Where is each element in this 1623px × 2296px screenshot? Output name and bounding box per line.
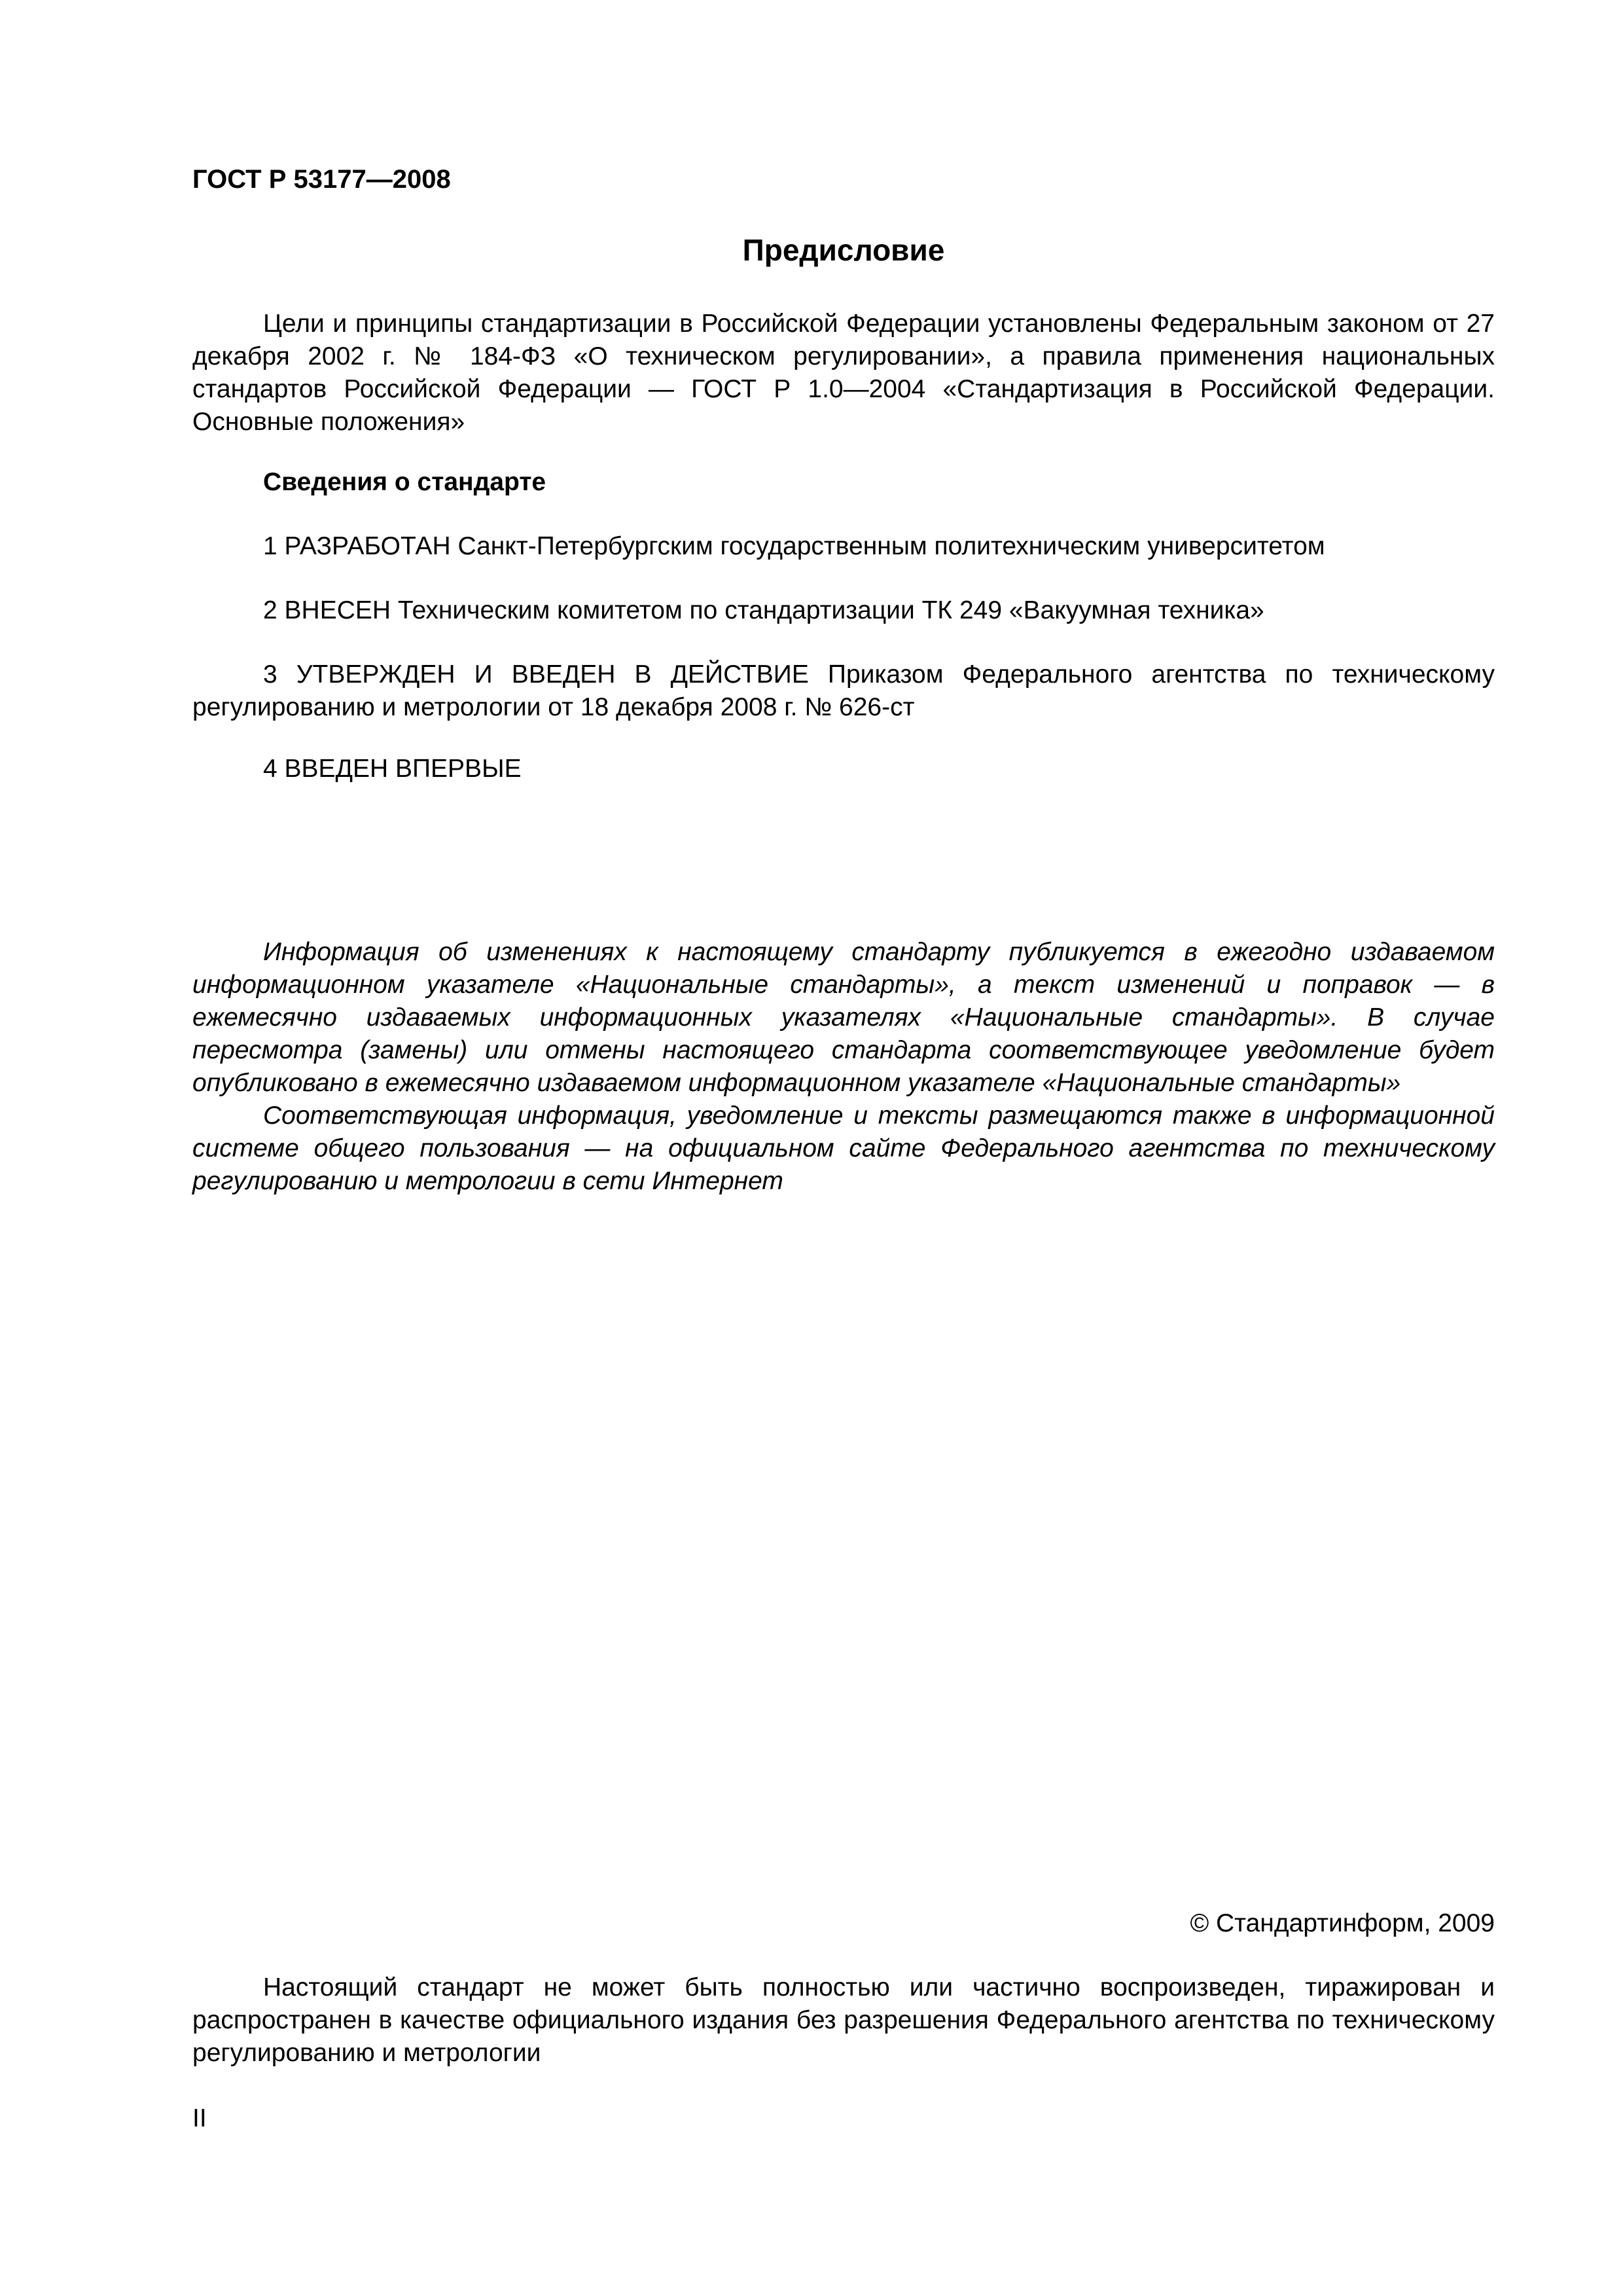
info-item-2-block	[192, 594, 1495, 627]
info-item-4-block	[192, 753, 1495, 785]
copyright-block	[192, 1907, 1495, 1940]
notice-paragraph-changes: Информация об изменениях к настоящему стандарту публикуется в ежегодно издаваемом информационном указателе «Национальные стандарты», а текст изменений и поправок — в ежемесячно издаваемых информационных указателях «Национальные стандарты». В случае пересмотра (замены) или отмены настоящего стандарта соответствующее уведомление будет опубликовано в ежемесячно издаваемом информационном указателе «Национальные стандарты»	[192, 938, 1495, 1097]
info-item-approved: 3 УТВЕРЖДЕН И ВВЕДЕН В ДЕЙСТВИЕ Приказом Федерального агентства по техническому регулированию и метрологии от 18 декабря 2008 г. № 626-ст	[192, 660, 1495, 721]
copyright: © Стандартинформ, 2009	[1190, 1909, 1495, 1937]
info-item-developed: 1 РАЗРАБОТАН Санкт-Петербургским государственным политехническим университетом	[263, 532, 1325, 560]
foreword-intro-block	[192, 308, 1495, 439]
reproduction-notice: Настоящий стандарт не может быть полностью или частично воспроизведен, тиражирован и распространен в качестве официального издания без разрешения Федерального агентства по техническому регулированию и метрологии	[192, 1973, 1495, 2067]
standard-code: ГОСТ Р 53177—2008	[192, 165, 451, 194]
foreword-title: Предисловие	[742, 233, 945, 267]
standard-info-block	[192, 466, 1495, 499]
foreword-intro: Цели и принципы стандартизации в Российской Федерации установлены Федеральным законом от 27 декабря 2002 г. № 184-ФЗ «О техническом регулировании», а правила применения национальных стандартов Российской Федерации — ГОСТ Р 1.0—2004 «Стандартизация в Российской Федерации. Основные положения»	[192, 310, 1495, 436]
info-item-introduced: 4 ВВЕДЕН ВПЕРВЫЕ	[263, 755, 522, 783]
standard-info-title: Сведения о стандарте	[263, 468, 546, 496]
page-number: II	[192, 2104, 207, 2132]
reproduction-notice-block	[192, 1971, 1495, 2070]
notice-paragraph-internet: Соответствующая информация, уведомление и тексты размещаются также в информационной системе общего пользования — на официальном сайте Федерального агентства по техническому регулированию и метрологии в сети Интернет	[192, 1102, 1495, 1195]
notice-block	[192, 936, 1495, 1198]
info-item-3-block	[192, 658, 1495, 724]
info-item-1-block	[192, 530, 1495, 563]
info-item-submitted: 2 ВНЕСЕН Техническим комитетом по стандартизации ТК 249 «Вакуумная техника»	[263, 596, 1264, 624]
